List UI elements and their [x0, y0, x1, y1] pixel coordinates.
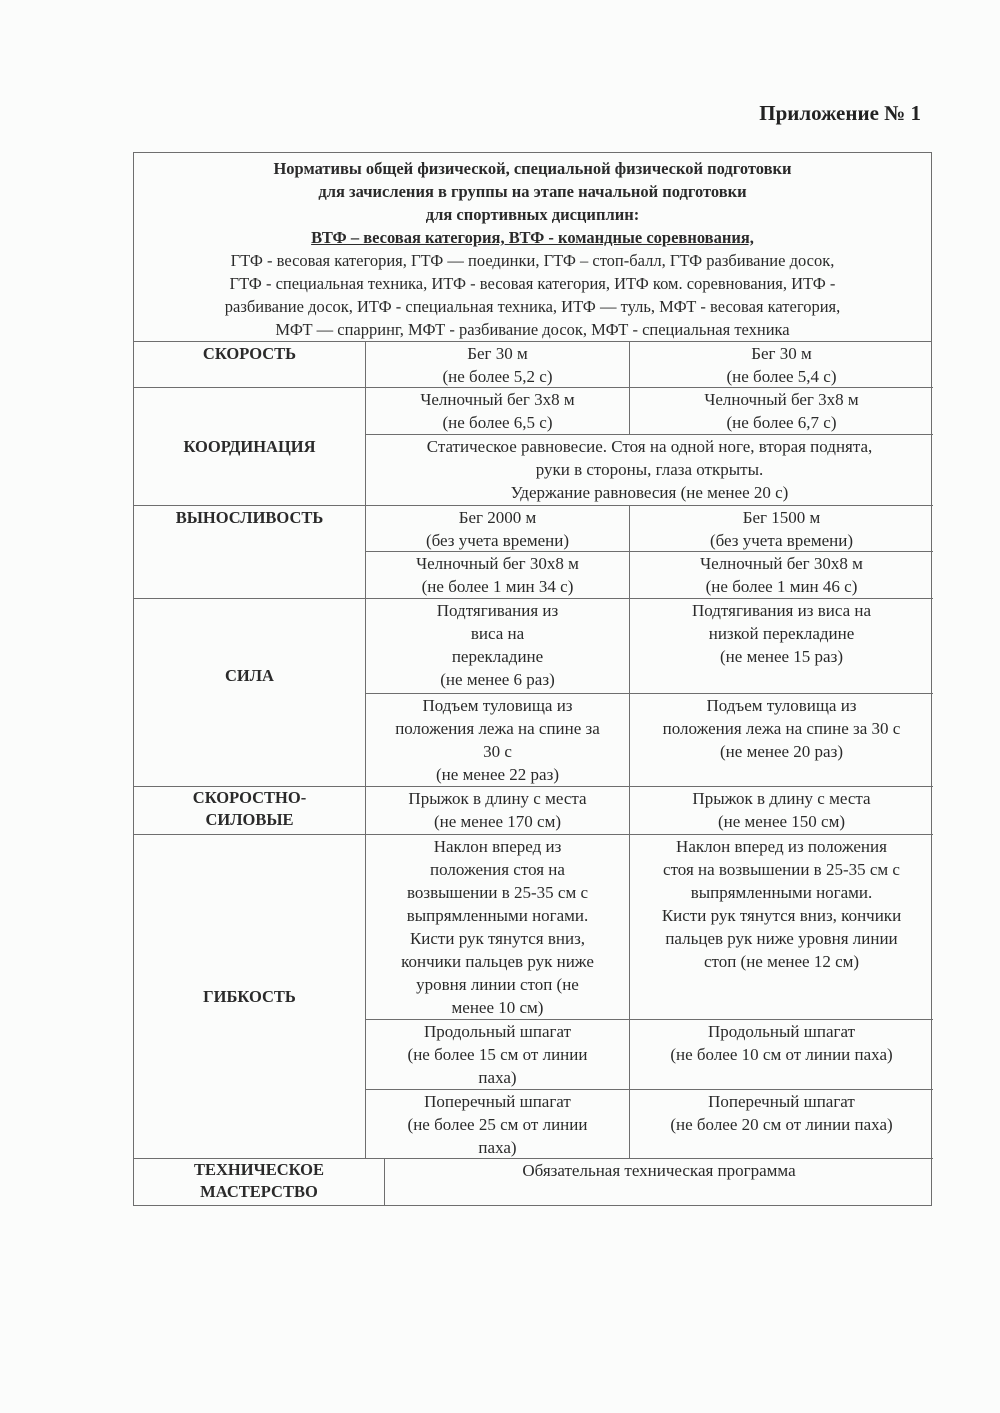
- flexibility-split-2: Продольный шпагат (не более 10 см от линии паха): [630, 1020, 933, 1090]
- speed-norm-2: Бег 30 м (не более 5,4 с): [630, 342, 933, 388]
- technique-program: Обязательная техническая программа: [522, 1161, 796, 1180]
- strength-pullups-2: Подтягивания из виса на низкой перекладине (не менее 15 раз): [630, 599, 933, 694]
- row-label-technique: ТЕХНИЧЕСКОЕ МАСТЕРСТВО: [134, 1159, 385, 1205]
- header-line: ГТФ - специальная техника, ИТФ - весовая категория, ИТФ ком. соревнования, ИТФ -: [229, 274, 836, 293]
- header-line: МФТ — спарринг, МФТ - разбивание досок, МФТ - специальная техника: [275, 320, 790, 339]
- coordination-shuttle-2: Челночный бег 3х8 м (не более 6,7 с): [630, 388, 933, 435]
- power-jump-2: Прыжок в длину с места (не менее 150 см): [630, 787, 933, 835]
- coordination-shuttle-1: Челночный бег 3х8 м (не более 6,5 с): [366, 388, 630, 435]
- endurance-shuttle-1: Челночный бег 30х8 м (не более 1 мин 34 с): [366, 552, 630, 599]
- endurance-shuttle-2: Челночный бег 30х8 м (не более 1 мин 46 с): [630, 552, 933, 599]
- annex-title: Приложение № 1: [759, 101, 921, 125]
- row-label-power: СКОРОСТНО- СИЛОВЫЕ: [134, 787, 366, 835]
- row-label-speed: СКОРОСТЬ: [134, 342, 366, 388]
- row-label-strength: СИЛА: [134, 599, 366, 787]
- speed-norm-1: Бег 30 м (не более 5,2 с): [366, 342, 630, 388]
- header-line: разбивание досок, ИТФ - специальная техника, ИТФ — туль, МФТ - весовая категория,: [224, 297, 841, 316]
- flexibility-split-1: Продольный шпагат (не более 15 см от линии паха): [366, 1020, 630, 1090]
- strength-situps-1: Подъем туловища из положения лежа на спине за 30 с (не менее 22 раз): [366, 694, 630, 787]
- header-line: для спортивных дисциплин:: [425, 205, 640, 224]
- endurance-run-1: Бег 2000 м (без учета времени): [366, 506, 630, 552]
- header-line: для зачисления в группы на этапе начальной подготовки: [318, 182, 747, 201]
- endurance-run-2: Бег 1500 м (без учета времени): [630, 506, 933, 552]
- table-header: [134, 153, 931, 342]
- flexibility-bend-1: Наклон вперед из положения стоя на возвышении в 25-35 см с выпрямленными ногами. Кисти рук тянутся вниз, кончики пальцев рук ниже уровня линии стоп (не менее 10 см): [366, 835, 630, 1020]
- flexibility-cross-split-1: Поперечный шпагат (не более 25 см от линии паха): [366, 1090, 630, 1159]
- coordination-balance: Статическое равновесие. Стоя на одной ноге, вторая поднята, руки в стороны, глаза открыты. Удержание равновесия (не менее 20 с): [366, 435, 933, 506]
- power-jump-1: Прыжок в длину с места (не менее 170 см): [366, 787, 630, 835]
- flexibility-bend-2: Наклон вперед из положения стоя на возвышении в 25-35 см с выпрямленными ногами. Кисти рук тянутся вниз, кончики пальцев рук ниже уровня линии стоп (не менее 12 см): [630, 835, 933, 1020]
- strength-situps-2: Подъем туловища из положения лежа на спине за 30 с (не менее 20 раз): [630, 694, 933, 787]
- row-label-flexibility: ГИБКОСТЬ: [134, 835, 366, 1159]
- row-label-endurance: ВЫНОСЛИВОСТЬ: [134, 506, 366, 599]
- row-label-coordination: КООРДИНАЦИЯ: [134, 388, 366, 506]
- flexibility-cross-split-2: Поперечный шпагат (не более 20 см от линии паха): [630, 1090, 933, 1159]
- header-line: ГТФ - весовая категория, ГТФ — поединки, ГТФ – стоп-балл, ГТФ разбивание досок,: [230, 251, 835, 270]
- header-line: Нормативы общей физической, специальной физической подготовки: [273, 159, 792, 178]
- header-line: ВТФ – весовая категория, ВТФ - командные соревнования,: [311, 228, 754, 247]
- standards-table: [133, 152, 932, 1206]
- strength-pullups-1: Подтягивания из виса на перекладине (не менее 6 раз): [366, 599, 630, 694]
